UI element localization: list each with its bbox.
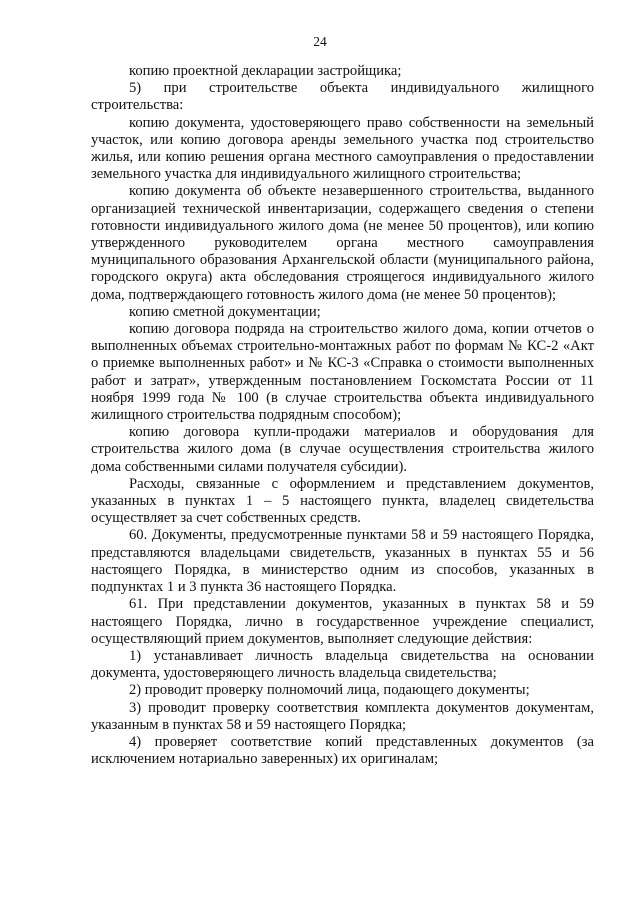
page-number: 24 — [313, 34, 327, 49]
paragraph: 3) проводит проверку соответствия комплекта документов документам, указанным в пунктах 58 и 59 настоящего Порядка; — [91, 699, 594, 733]
paragraph: копию документа об объекте незавершенного строительства, выданного организацией технической инвентаризации, содержащего сведения о степени готовности индивидуального жилого дома (не менее 50 процентов), или копию утвержденного руководителем органа местного самоуправления муниципального образования Архангельской области (муниципального района, городского округа) акта обследования строящегося индивидуального жилого дома, подтверждающего готовность жилого дома (не менее 50 процентов); — [91, 183, 594, 303]
paragraph: Расходы, связанные с оформлением и представлением документов, указанных в пунктах 1 – 5 настоящего пункта, владелец свидетельства осуществляет за счет собственных средств. — [91, 475, 594, 527]
paragraph: 4) проверяет соответствие копий представленных документов (за исключением нотариально заверенных) их оригиналам; — [91, 733, 594, 768]
paragraph: копию документа, удостоверяющего право собственности на земельный участок, или копию договора аренды земельного участка под строительство жилья, или копию решения органа местного самоуправления о предоставлении земельного участка для индивидуального жилищного строительства; — [91, 114, 594, 183]
document-body — [91, 63, 594, 768]
paragraph: копию договора купли-продажи материалов и оборудования для строительства жилого дома (в случае осуществления строительства жилого дома собственными силами получателя субсидии). — [91, 424, 594, 475]
paragraph: копию проектной декларации застройщика; — [129, 63, 402, 79]
paragraph: 60. Документы, предусмотренные пунктами 58 и 59 настоящего Порядка, представляются владельцами свидетельств, указанных в пунктах 55 и 56 настоящего Порядка, в министерство одним из способов, указанных в подпунктах 1 и 3 пункта 36 настоящего Порядка. — [91, 527, 594, 596]
paragraph: 61. При представлении документов, указанных в пунктах 58 и 59 настоящего Порядка, лично в государственное учреждение специалист, осуществляющий прием документов, выполняет следующие действия: — [91, 596, 594, 647]
paragraph: копию договора подряда на строительство жилого дома, копии отчетов о выполненных объемах строительно-монтажных работ по формам № КС-2 «Акт о приемке выполненных работ» и № КС-3 «Справка о стоимости выполненных работ и затрат», утвержденным постановлением Госкомстата России от 11 ноября 1999 года № 100 (в случае строительства объекта индивидуального жилищного строительства подрядным способом); — [91, 321, 594, 424]
paragraph: 5) при строительстве объекта индивидуального жилищного строительства: — [91, 80, 594, 114]
paragraph: копию сметной документации; — [129, 303, 321, 320]
paragraph: 2) проводит проверку полномочий лица, подающего документы; — [129, 682, 530, 699]
paragraph: 1) устанавливает личность владельца свидетельства на основании документа, удостоверяющего личность владельца свидетельства; — [91, 647, 594, 682]
